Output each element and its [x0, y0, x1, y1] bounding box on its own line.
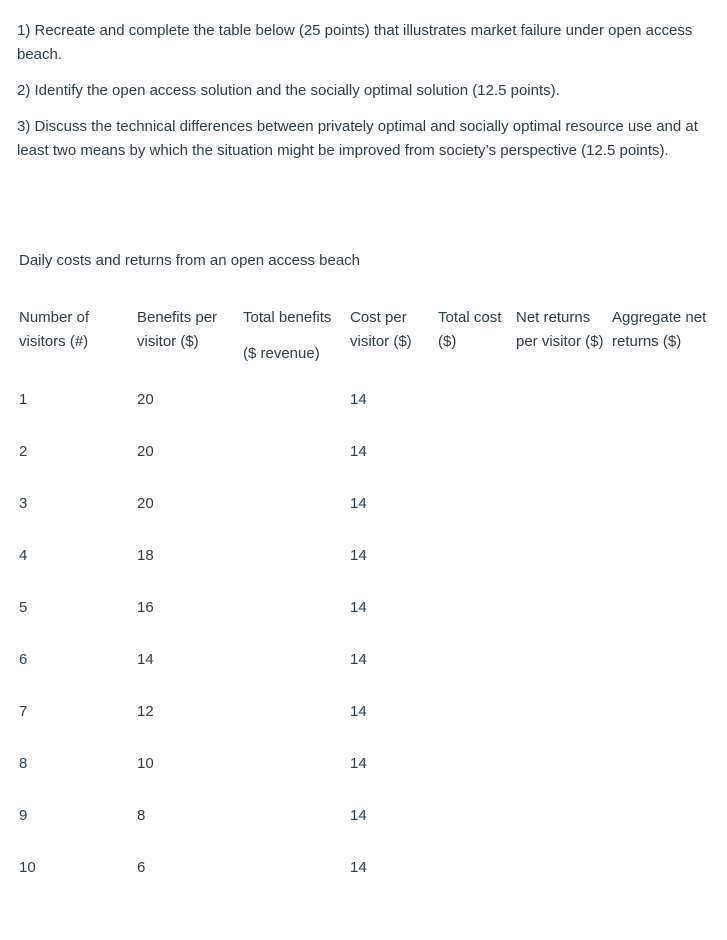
cell-benefits-per-visitor: 20 — [137, 391, 154, 408]
question-3: 3) Discuss the technical differences between privately optimal and socially optimal resource use and at least two means by which the situation might be improved from society’s perspective (12.5 points). — [17, 118, 698, 159]
cell-visitors: 10 — [19, 859, 36, 876]
question-2: 2) Identify the open access solution and the socially optimal solution (12.5 points). — [17, 82, 560, 99]
header-number-of-visitors — [19, 306, 89, 354]
header-line: per visitor ($) — [516, 333, 604, 350]
header-line: Aggregate net — [612, 309, 707, 326]
cell-benefits-per-visitor: 6 — [137, 859, 146, 876]
cell-visitors: 3 — [19, 495, 28, 512]
header-line: Total cost — [438, 309, 502, 326]
cell-cost-per-visitor: 14 — [350, 599, 367, 616]
cell-benefits-per-visitor: 16 — [137, 599, 154, 616]
cell-cost-per-visitor: 14 — [350, 495, 367, 512]
cell-cost-per-visitor: 14 — [350, 859, 367, 876]
cell-visitors: 4 — [19, 547, 28, 564]
cell-cost-per-visitor: 14 — [350, 807, 367, 824]
question-1: 1) Recreate and complete the table below (25 points) that illustrates market failure under open access beach. — [17, 22, 693, 63]
header-total-cost — [438, 306, 501, 354]
header-total-benefits — [243, 300, 331, 372]
cell-cost-per-visitor: 14 — [350, 755, 367, 772]
header-line: Benefits per — [137, 309, 218, 326]
cell-visitors: 5 — [19, 599, 28, 616]
header-cost-per-visitor — [350, 306, 412, 354]
header-line: Total benefits — [243, 309, 332, 326]
cell-visitors: 7 — [19, 703, 28, 720]
header-benefits-per-visitor — [137, 306, 217, 354]
header-aggregate-net-returns — [612, 306, 706, 354]
header-net-returns-per-visitor — [516, 306, 604, 354]
cell-benefits-per-visitor: 18 — [137, 547, 154, 564]
cell-benefits-per-visitor: 14 — [137, 651, 154, 668]
header-line: visitors (#) — [19, 333, 89, 350]
header-line: visitor ($) — [350, 333, 412, 350]
cell-visitors: 6 — [19, 651, 28, 668]
cell-benefits-per-visitor: 10 — [137, 755, 154, 772]
cell-cost-per-visitor: 14 — [350, 703, 367, 720]
header-line: ($) — [438, 333, 457, 350]
cell-visitors: 9 — [19, 807, 28, 824]
cell-visitors: 8 — [19, 755, 28, 772]
table-caption: Daily costs and returns from an open access beach — [19, 252, 361, 269]
header-line: Cost per — [350, 309, 407, 326]
header-line: visitor ($) — [137, 333, 199, 350]
cell-benefits-per-visitor: 20 — [137, 443, 154, 460]
cell-cost-per-visitor: 14 — [350, 651, 367, 668]
cell-visitors: 2 — [19, 443, 28, 460]
header-line: Number of — [19, 309, 90, 326]
header-line: Net returns — [516, 309, 591, 326]
cell-visitors: 1 — [19, 391, 28, 408]
cell-cost-per-visitor: 14 — [350, 391, 367, 408]
cell-cost-per-visitor: 14 — [350, 443, 367, 460]
header-line: ($ revenue) — [243, 345, 320, 362]
cell-cost-per-visitor: 14 — [350, 547, 367, 564]
header-line: returns ($) — [612, 333, 682, 350]
cell-benefits-per-visitor: 12 — [137, 703, 154, 720]
cell-benefits-per-visitor: 8 — [137, 807, 146, 824]
cell-benefits-per-visitor: 20 — [137, 495, 154, 512]
